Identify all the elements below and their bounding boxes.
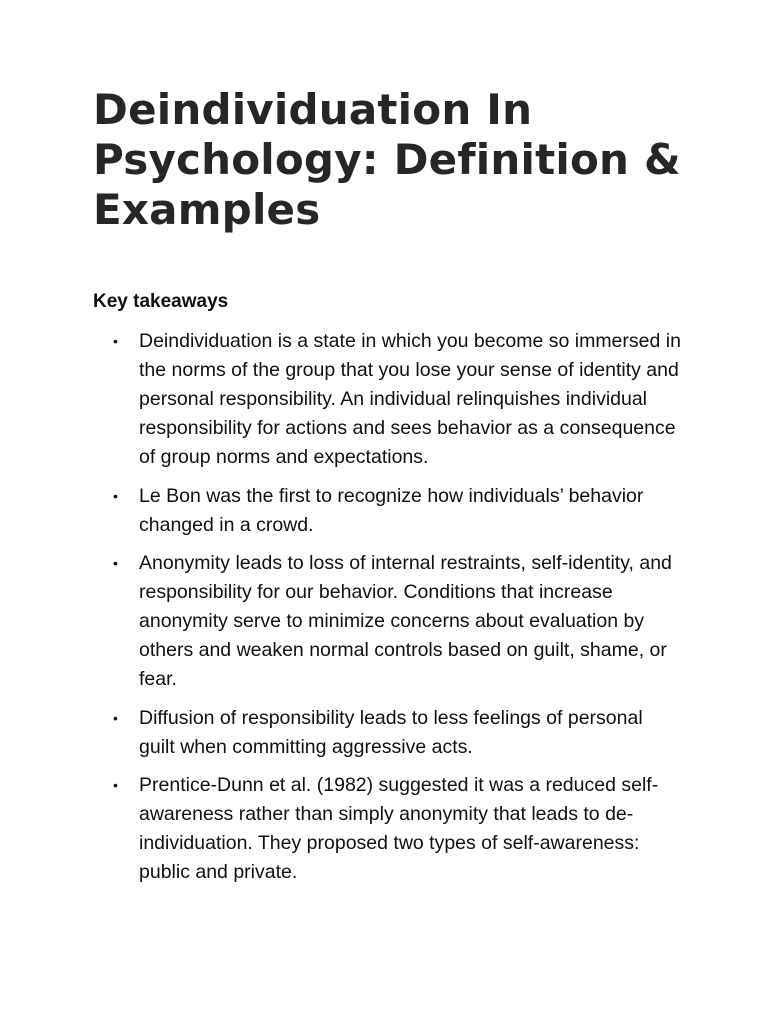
list-item-text: Prentice-Dunn et al. (1982) suggested it was a reduced self-awareness rather than simply anonymity that leads to de-individuation. They proposed two types of self-awareness: public and private.: [139, 774, 659, 883]
list-item-text: Deindividuation is a state in which you become so immersed in the norms of the group that you lose your sense of identity and personal responsibility. An individual relinquishes individual responsibility for actions and sees behavior as a consequence of group norms and expectations.: [139, 330, 681, 468]
bullet-icon: •: [113, 709, 118, 726]
list-item: [93, 704, 683, 762]
list-item-text: Anonymity leads to loss of internal restraints, self-identity, and responsibility for our behavior. Conditions that increase anonymity serve to minimize concerns about evaluation by others and weaken normal controls based on guilt, shame, or fear.: [139, 552, 672, 690]
bullet-icon: •: [113, 555, 118, 571]
section-heading-key-takeaways: Key takeaways: [93, 291, 229, 312]
page-title: Deindividuation In Psychology: Definition & Examples: [93, 85, 681, 234]
list-item: [93, 482, 683, 540]
list-item-text: Le Bon was the first to recognize how individuals’ behavior changed in a crowd.: [139, 484, 644, 536]
bullet-icon: •: [113, 333, 118, 349]
key-takeaways-list: [93, 327, 683, 897]
list-item: [93, 549, 683, 694]
list-item-text: Diffusion of responsibility leads to less feelings of personal guilt when committing aggressive acts.: [139, 706, 643, 758]
list-item: [93, 771, 683, 887]
bullet-icon: •: [113, 487, 118, 504]
bullet-icon: •: [113, 777, 118, 793]
list-item: [93, 327, 683, 472]
